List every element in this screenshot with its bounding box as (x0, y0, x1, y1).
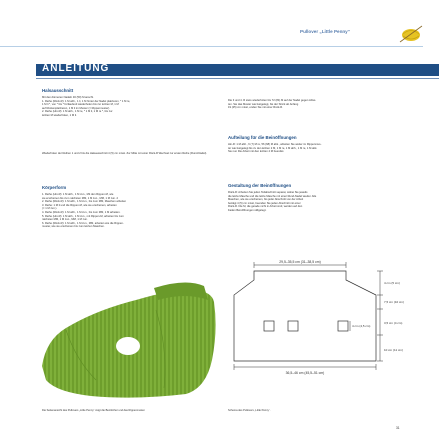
text-line: 2. Reihe (Hin-R): 1 M abh., 1 M re, * 1 M li, 1 M re *, bis zur (42, 110, 113, 114)
dim-side: 3,5 cm (4 cm) (384, 321, 403, 325)
text-line: Sie nun Die Arbeit mit den letzten 4 M beendet. (228, 150, 285, 154)
dim-bottom: 10 cm (11 cm) (384, 348, 403, 352)
text-line: Die 3 und 4. R stets wiederholen bis 72 (84) M auf der Nadel gegen Arbei- (228, 99, 317, 102)
text-line: 19 (25) cm misst, enden Sie mit einer Rück-R. (228, 106, 283, 110)
text-line: ter wie festgelegt bis zu den letzten 2 M, 1 M re, 1 M abh., 1 M re, 1 M abk. (228, 146, 318, 150)
neck-heading: Halsausschnitt (42, 88, 74, 93)
text-line: (= 1 M zun.). (42, 207, 58, 211)
shape-heading: Gestaltung der Beinöffnungen (228, 183, 292, 188)
text-line: 1. Reihe (Rück-R): 1 M abh., 1 li, 1 M hinter der Nadel platzieren, * 1 M re, (42, 99, 131, 103)
text-line: die letzte Masche und die letzte Masche mit einer Rund-Nadel wieder. Alle (228, 194, 317, 198)
dim-top-width: 29,5–35,5 cm (31–38,5 cm) (279, 260, 321, 264)
header-rule (0, 46, 423, 47)
text-line: 3. Reihe: 1 M li und die Rippen-M, wie sie erscheinen, arbeiten (42, 203, 117, 207)
text-line: Rück-R. Die M, die gerade nicht in Arbeit sind, werden auf den (228, 205, 303, 209)
schematic-caption: Schema des Pullovers „Little Penny“. (228, 409, 271, 412)
dim-mid: 7,5 cm (10 cm) (384, 300, 405, 304)
text-line: 1 M li *, von * bis * fortlaufend wiederholen bis zur letzten M, 1 M (42, 103, 119, 107)
section-banner-title: ANLEITUNG (42, 63, 110, 74)
text-line: auf Rückenplatzieren, 1 M li im Muster (= Rippenmuster). (42, 106, 111, 110)
dim-hole: 4 cm (4,5 cm) (352, 324, 371, 328)
text-line: sie erscheinen bis zum nächsten MM, 1 M zun., MM, 1 M zun. 2 (42, 196, 119, 200)
yarn-skein-icon (398, 24, 424, 44)
body-instructions (42, 193, 218, 229)
running-header-title: Pullover „Little Penny“ (300, 29, 351, 34)
text-line: Mit den dünneren Nadeln 46 (50) M anschl. (42, 96, 94, 99)
photo-caption: Die Seitenansicht des Pullovers „Little Penny“ zeigt die Beinlöcher und das Rippenmuster. (42, 409, 146, 412)
text-line: 1. Reihe (Hin-R): 1 M abh., 1 M zun., Mit den Rippen-M, wie (42, 193, 114, 196)
leg-hole-left (264, 321, 274, 331)
sweater-photo (36, 270, 226, 400)
text-line: Hin-R: 1 M abh., 6 (7) M re, 56 (68) M abk., arbeiten Sie weiter im Rippenmus- (228, 143, 322, 146)
text-line: beträgt 4 (5) cm misst, beenden Sie jeden Abschnitt mit einer (228, 201, 301, 205)
page-number: 31 (396, 426, 400, 430)
text-line: 5. Reihe (Hin-R): 1 M abh., 1 M zun., mit Rippen-M, arbeiten bis zum (42, 214, 124, 218)
leg-hole-right (338, 321, 348, 331)
garment-outline (234, 271, 376, 361)
split-instructions (228, 143, 428, 154)
shape-instructions (228, 191, 428, 213)
neck-note: Wiederholen der Reihen 1 und 2 bis die Halsausschnitt 4 (5) cm misst. Zur Mitte mit einer Rück-R Wechsel zur ersten Reihe (Rund-Nadel). (42, 152, 207, 155)
text-line: 4. Reihe (Rück-R): 1 M abh., 1 M zun., bis zum MM, 1 M arbeiten. (42, 210, 121, 214)
text-line: Faden Beinöffnungen stillgelegt. (228, 208, 267, 212)
text-line: Maschen, wie sie erscheinen, bis jeder Abschnitt von der Arbeit (228, 198, 304, 202)
split-heading: Aufteilung für die Beinöffnungen (228, 135, 297, 140)
dim-bottom-width: 36,5–46 cm (45,5–51 cm) (285, 371, 325, 375)
banner-rule (36, 78, 439, 79)
intro-instructions (228, 99, 428, 110)
text-line: 2. Reihe (Rück-R): 1 M abh., 1 M zun., bis zum MM, Maschen arbeiten (42, 200, 127, 204)
neck-instructions (42, 96, 218, 118)
text-line: nächsten MM, 1 M zun., MM, 1 M zun. (42, 218, 88, 222)
text-line: Rück-R: Arbeiten Sie jeden Teilabschnitt separat, wobei Sie jeweils (228, 191, 308, 194)
text-line: letzten M wiederholen, 1 M li. (42, 113, 77, 117)
leg-hole-center (288, 321, 298, 331)
text-line: ten. Sie das Muster wie festgelegt, bis der Strick ab Anfang (228, 102, 299, 106)
text-line: muster, wie sie erscheinen bis zum letzten Maschen. (42, 225, 105, 229)
body-heading: Körperform (42, 185, 67, 190)
pattern-schematic (228, 255, 433, 385)
dim-top: 4 cm (5 cm) (384, 281, 400, 285)
text-line: 6. Reihe (Rück-R): 1 M abh., 1 M zun., MM, arbeiten wie die Rippen- (42, 221, 124, 225)
